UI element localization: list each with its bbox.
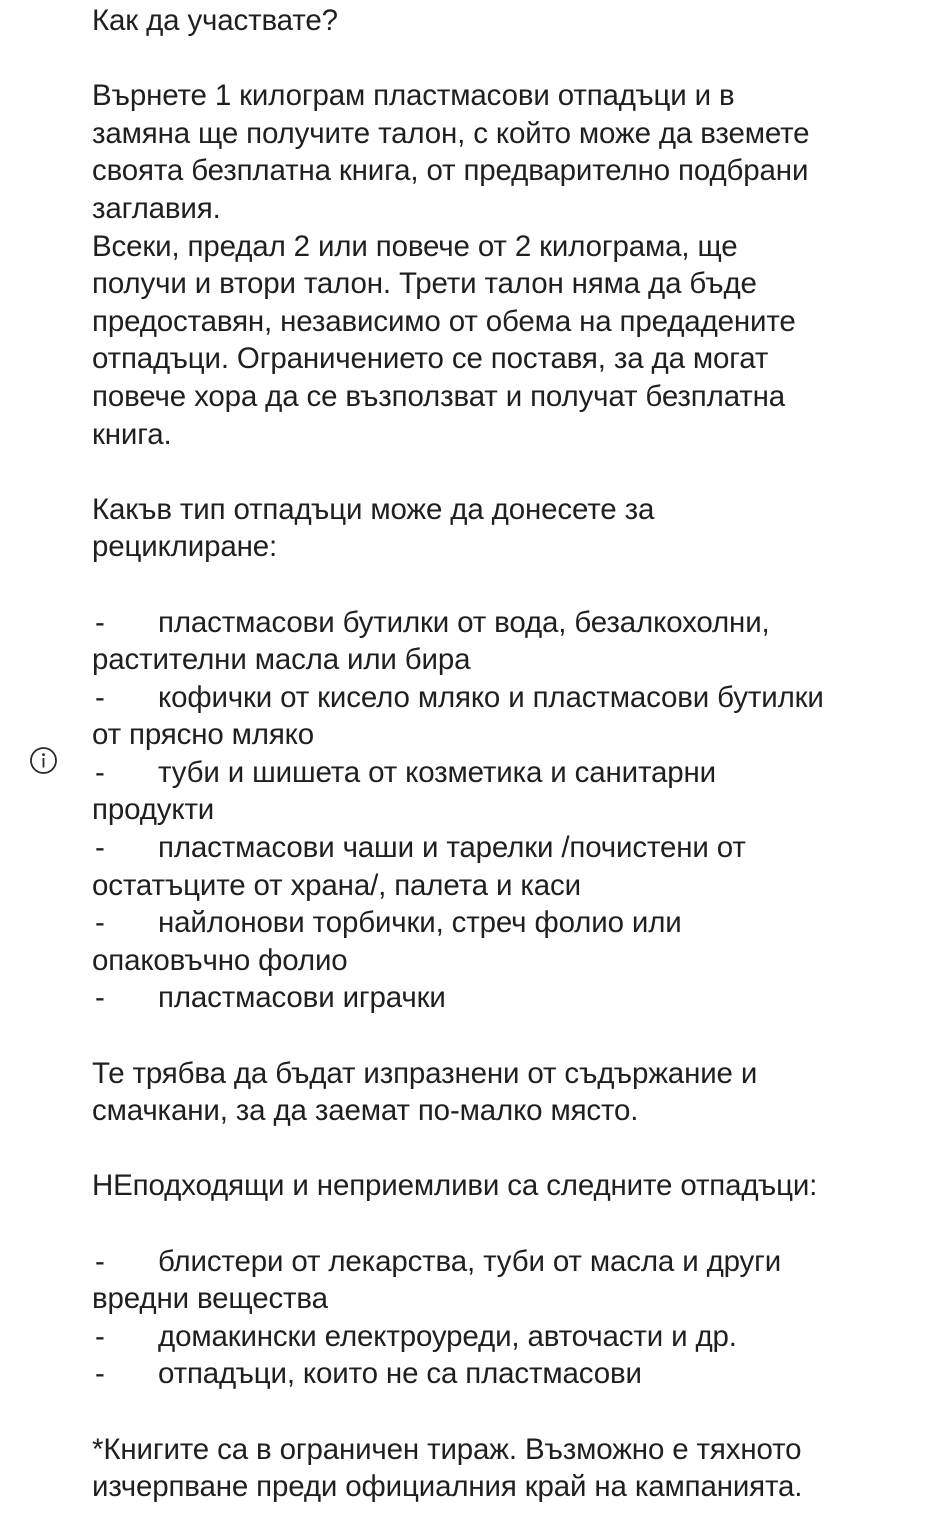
spacer (92, 1017, 922, 1055)
unsuitable-waste-heading: НЕподходящи и неприемливи са следните отпадъци: (92, 1169, 818, 1203)
list-item-continuation: от прясно мляко (92, 718, 314, 752)
preparation-line: смачкани, за да заемат по-малко място. (92, 1094, 639, 1128)
list-item (92, 829, 922, 904)
list-item (92, 1355, 922, 1393)
intro-line: замяна ще получите талон, с който може да вземете (92, 116, 810, 150)
list-item (92, 604, 922, 679)
list-item (92, 1318, 922, 1356)
list-item (92, 679, 922, 754)
spacer (92, 1205, 922, 1243)
intro-line: книга. (92, 417, 172, 451)
intro-line: своята безплатна книга, от предварително подбрани (92, 154, 809, 188)
list-item (92, 904, 922, 979)
section-heading-participate: Как да участвате? (92, 4, 338, 37)
list-item-text: найлонови торбички, стреч фолио или (158, 906, 682, 940)
intro-line: Всеки, предал 2 или повече от 2 килограма, ще (92, 229, 738, 263)
list-item-text: пластмасови играчки (158, 981, 446, 1015)
intro-line: предоставян, независимо от обема на предадените (92, 304, 796, 338)
intro-paragraph (92, 77, 922, 453)
list-item-text: отпадъци, които не са пластмасови (158, 1357, 642, 1391)
list-item (92, 754, 922, 829)
preparation-paragraph (92, 1055, 922, 1130)
list-dash: - (95, 1357, 105, 1391)
list-item-text: блистери от лекарства, туби от масла и други (158, 1244, 782, 1278)
list-dash: - (95, 831, 105, 865)
footnote (92, 1431, 922, 1506)
list-item (92, 1243, 922, 1318)
list-item-text: домакински електроуреди, авточасти и др. (158, 1319, 737, 1353)
list-item-continuation: вредни вещества (92, 1282, 328, 1316)
list-item (92, 979, 922, 1017)
accepted-waste-list (92, 604, 922, 1018)
list-dash: - (95, 605, 105, 639)
intro-line: получи и втори талон. Трети талон няма да бъде (92, 267, 757, 301)
spacer (92, 1393, 922, 1431)
list-item-continuation: остатъците от храна/, палета и каси (92, 868, 581, 902)
accepted-waste-heading (92, 491, 922, 566)
spacer (92, 566, 922, 604)
list-item-continuation: растителни масла или бира (92, 643, 471, 677)
spacer (92, 1130, 922, 1168)
spacer (92, 453, 922, 491)
list-item-text: пластмасови бутилки от вода, безалкохолни, (158, 605, 770, 639)
intro-line: отпадъци. Ограничението се поставя, за да могат (92, 342, 769, 376)
footnote-line: изчерпване преди официалния край на кампанията. (92, 1470, 803, 1504)
list-dash: - (95, 1244, 105, 1278)
list-dash: - (95, 755, 105, 789)
list-dash: - (95, 981, 105, 1015)
footnote-line: *Книгите са в ограничен тираж. Възможно е тяхното (92, 1432, 802, 1466)
article-body (92, 2, 922, 1506)
list-item-text: туби и шишета от козметика и санитарни (158, 755, 717, 789)
info-circle-icon[interactable] (29, 746, 58, 775)
list-dash: - (95, 1319, 105, 1353)
list-item-continuation: опаковъчно фолио (92, 943, 348, 977)
list-item-text: кофички от кисело мляко и пластмасови бутилки (158, 680, 824, 714)
spacer (92, 40, 922, 78)
intro-line: заглавия. (92, 191, 221, 225)
list-item-continuation: продукти (92, 793, 215, 827)
list-dash: - (95, 680, 105, 714)
unsuitable-waste-list (92, 1243, 922, 1393)
list-item-text: пластмасови чаши и тарелки /почистени от (158, 831, 746, 865)
preparation-line: Те трябва да бъдат изпразнени от съдържание и (92, 1056, 758, 1090)
accepted-heading-line: Какъв тип отпадъци може да донесете за (92, 492, 655, 526)
accepted-heading-line: рециклиране: (92, 530, 278, 564)
intro-line: повече хора да се възползват и получат безплатна (92, 379, 786, 413)
list-dash: - (95, 906, 105, 940)
intro-line: Върнете 1 килограм пластмасови отпадъци и в (92, 79, 735, 113)
